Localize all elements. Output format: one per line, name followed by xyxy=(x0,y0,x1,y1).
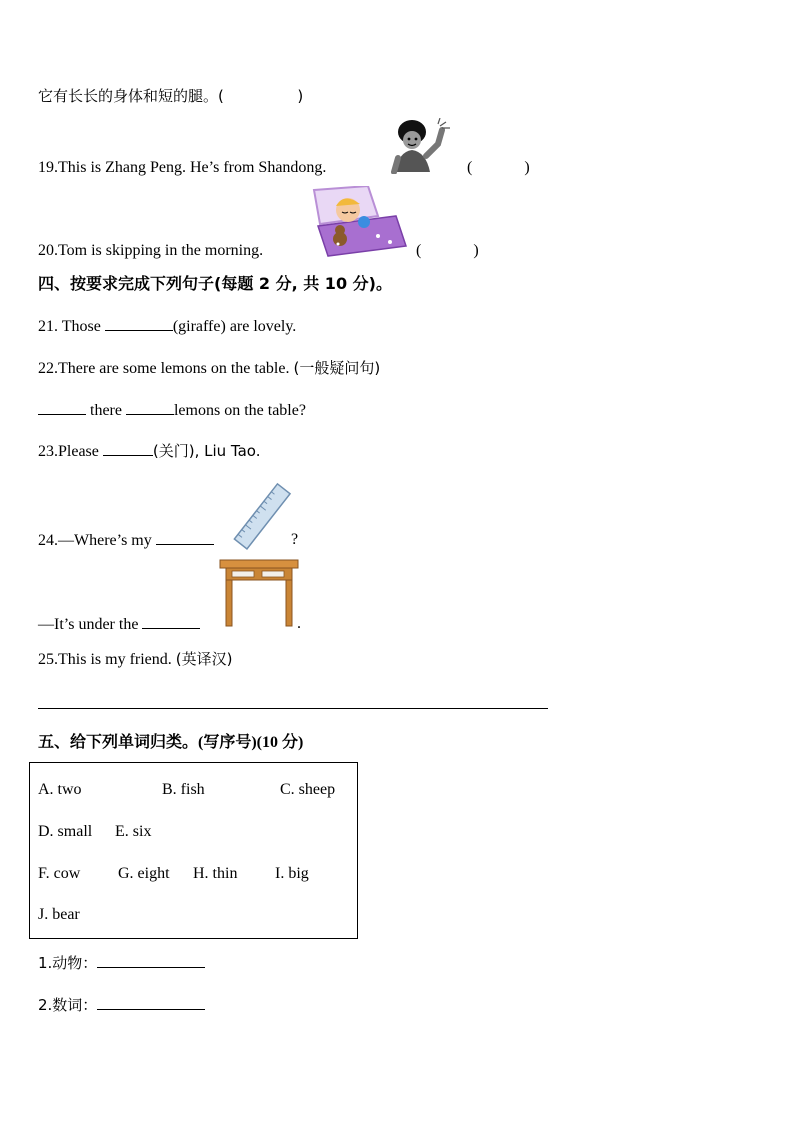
category-numbers: 2.数词： xyxy=(38,995,205,1016)
word-e: E. six xyxy=(115,823,152,840)
word-c: C. sheep xyxy=(280,781,336,798)
sleeping-child-icon xyxy=(308,186,408,263)
word-g: G. eight xyxy=(118,865,170,882)
q18-paren-close: ) xyxy=(297,87,304,105)
q25-answer-line[interactable] xyxy=(38,708,548,709)
waving-boy-icon xyxy=(390,118,452,179)
q20-answer-paren: ( ) xyxy=(416,242,479,259)
q24-question-mark: ? xyxy=(291,531,299,548)
ruler-icon xyxy=(232,482,294,557)
q22-answer-line: there lemons on the table? xyxy=(38,400,306,421)
q19-answer-paren: ( ) xyxy=(467,159,530,176)
word-d: D. small xyxy=(38,823,93,840)
q23: 23.Please (关门), Liu Tao. xyxy=(38,442,261,460)
section-4-title: 四、按要求完成下列句子(每题 2 分, 共 10 分)。 xyxy=(38,274,392,293)
q24-blank-1[interactable] xyxy=(156,530,214,545)
q24-period: . xyxy=(297,615,301,632)
q22-blank-1[interactable] xyxy=(38,400,86,415)
q25-hint: (英译汉) xyxy=(175,650,233,668)
section-5-title: 五、给下列单词归类。(写序号)(10 分) xyxy=(38,732,304,751)
q21-blank[interactable] xyxy=(105,316,173,331)
word-a: A. two xyxy=(38,781,82,798)
q25: 25.This is my friend. (英译汉) xyxy=(38,650,233,668)
q24-line-2: —It’s under the xyxy=(38,614,200,635)
word-f: F. cow xyxy=(38,865,81,882)
word-h: H. thin xyxy=(193,865,238,882)
q18-chinese: 它有长长的身体和短的腿。( xyxy=(38,87,224,105)
category-numbers-blank[interactable] xyxy=(97,995,205,1010)
q22-blank-2[interactable] xyxy=(126,400,174,415)
q20-text: 20.Tom is skipping in the morning. xyxy=(38,242,264,259)
q23-blank[interactable] xyxy=(103,441,153,456)
q24-line-1: 24.—Where’s my xyxy=(38,530,214,551)
word-b: B. fish xyxy=(162,781,205,798)
q19-text: 19.This is Zhang Peng. He’s from Shandong. xyxy=(38,159,327,176)
category-animals: 1.动物： xyxy=(38,953,205,974)
q22: 22.There are some lemons on the table. (一般疑问句) xyxy=(38,359,381,377)
desk-icon xyxy=(218,558,300,633)
q24-blank-2[interactable] xyxy=(142,614,200,629)
q21: 21. Those (giraffe) are lovely. xyxy=(38,318,297,335)
q22-hint: (一般疑问句) xyxy=(293,359,381,377)
word-i: I. big xyxy=(275,865,309,882)
category-animals-blank[interactable] xyxy=(97,953,205,968)
q18-text xyxy=(38,86,303,106)
word-j: J. bear xyxy=(38,906,80,923)
